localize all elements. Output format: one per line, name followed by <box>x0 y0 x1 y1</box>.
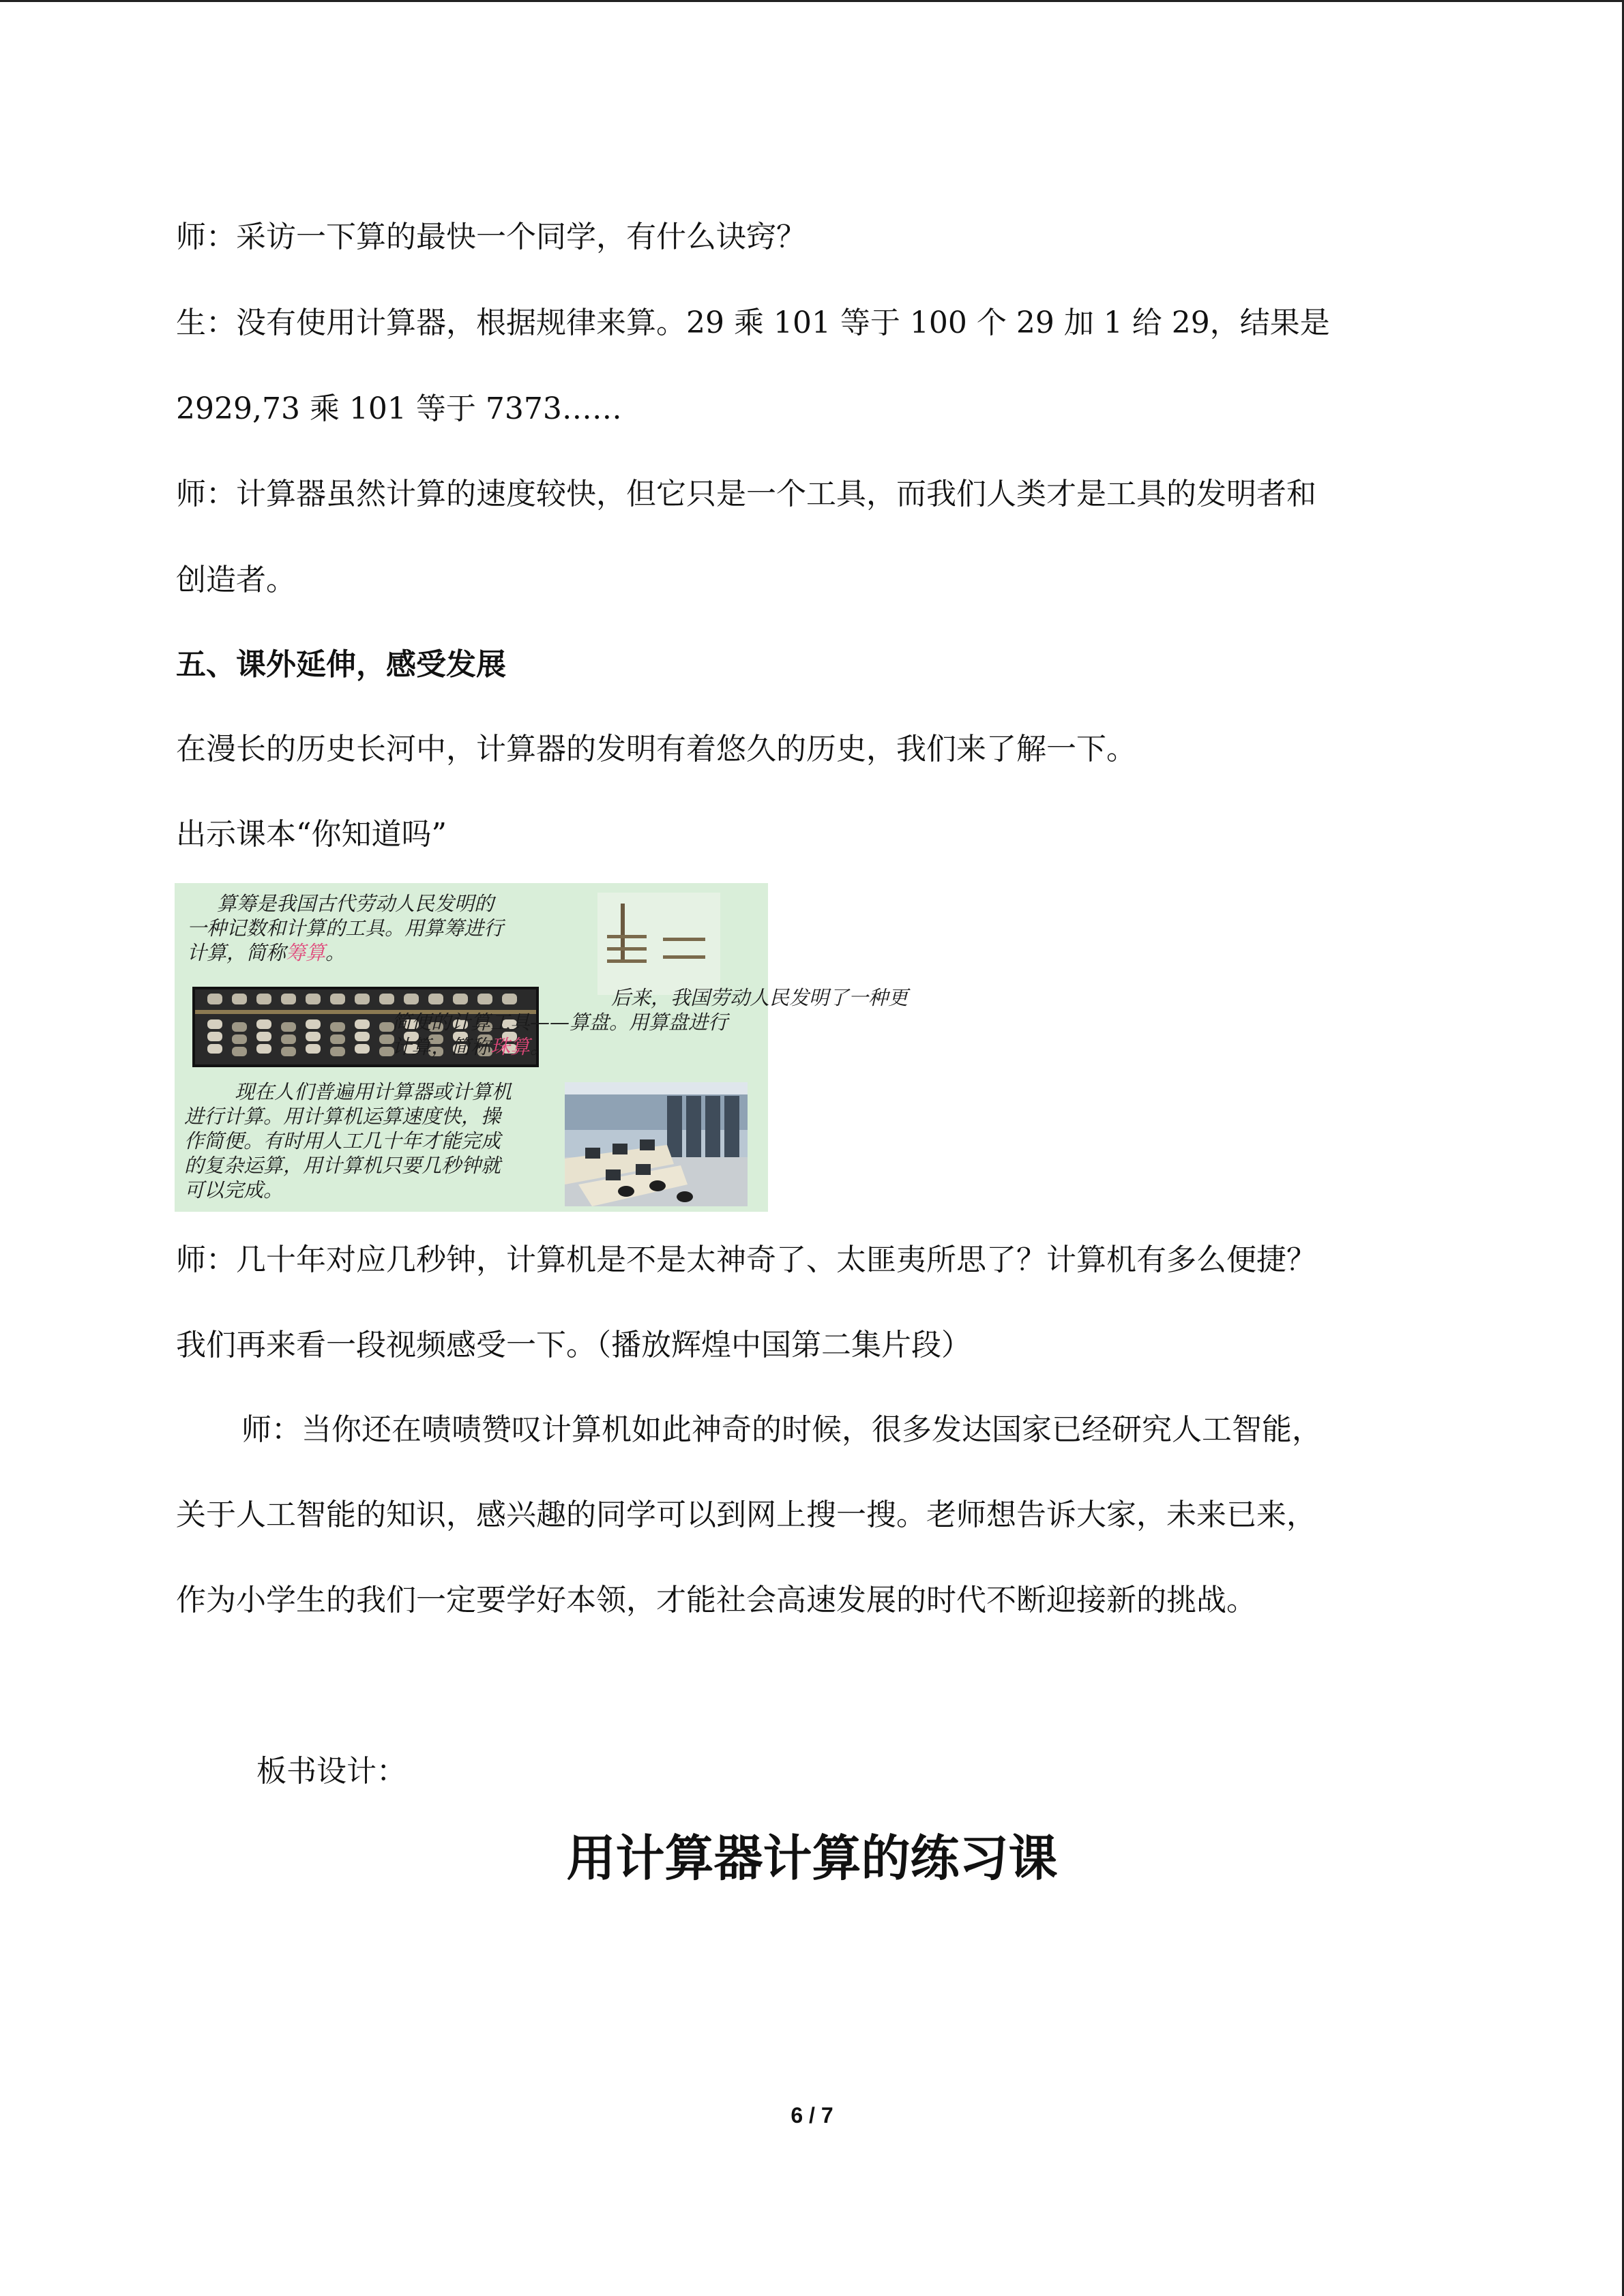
figure-text-computer-4: 的复杂运算，用计算机只要几秒钟就 <box>184 1154 501 1177</box>
figure-text-computer-5: 可以完成。 <box>184 1178 284 1202</box>
paragraph-5: 创造者。 <box>176 563 296 597</box>
figure-text-abacus-1: 后来，我国劳动人民发明了一种更 <box>611 986 909 1009</box>
paragraph-2: 生：没有使用计算器，根据规律来算。29 乘 101 等于 100 个 29 加 1 给 29，结果是 <box>176 305 1330 340</box>
counting-rods-image <box>597 893 720 995</box>
figure-text-computer-1: 现在人们普遍用计算器或计算机 <box>235 1080 512 1103</box>
paragraph-3: 2929,73 乘 101 等于 7373…… <box>176 391 622 426</box>
figure-text-abacus-2: 简便的计算工具——算盘。用算盘进行 <box>392 1011 728 1034</box>
paragraph-9: 我们再来看一段视频感受一下。（播放辉煌中国第二集片段） <box>176 1328 971 1362</box>
figure-text-rods-3: 计算，简称筹算。 <box>187 941 346 964</box>
paragraph-7: 出示课本“你知道吗” <box>176 817 447 852</box>
figure-text-rods-2: 一种记数和计算的工具。用算筹进行 <box>187 916 504 940</box>
board-design-title: 用计算器计算的练习课 <box>566 1829 1058 1887</box>
figure-text-computer-2: 进行计算。用计算机运算速度快，操 <box>184 1105 501 1128</box>
textbook-figure <box>175 883 909 1212</box>
page-top-border <box>0 0 1624 2</box>
board-design-label: 板书设计： <box>256 1754 407 1789</box>
paragraph-6: 在漫长的历史长河中，计算器的发明有着悠久的历史，我们来了解一下。 <box>176 732 1136 766</box>
figure-text-computer-3: 作简便。有时用人工几十年才能完成 <box>184 1129 501 1152</box>
paragraph-1: 师：采访一下算的最快一个同学，有什么诀窍？ <box>176 220 806 254</box>
paragraph-8: 师：几十年对应几秒钟，计算机是不是太神奇了、太匪夷所思了？计算机有多么便捷？ <box>176 1242 1316 1277</box>
paragraph-4: 师：计算器虽然计算的速度较快，但它只是一个工具，而我们人类才是工具的发明者和 <box>176 477 1316 511</box>
computer-room-image <box>565 1082 748 1206</box>
section-heading: 五、课外延伸，感受发展 <box>176 647 506 682</box>
paragraph-12: 作为小学生的我们一定要学好本领，才能社会高速发展的时代不断迎接新的挑战。 <box>176 1583 1256 1617</box>
figure-text-rods-1: 算筹是我国古代劳动人民发明的 <box>217 892 494 915</box>
figure-text-abacus-3: 计算，简称珠算。 <box>392 1035 550 1058</box>
page-number: 6 / 7 <box>791 2103 833 2128</box>
paragraph-11: 关于人工智能的知识，感兴趣的同学可以到网上搜一搜。老师想告诉大家，未来已来， <box>176 1497 1316 1532</box>
paragraph-10: 师：当你还在啧啧赞叹计算机如此神奇的时候，很多发达国家已经研究人工智能， <box>241 1412 1322 1447</box>
